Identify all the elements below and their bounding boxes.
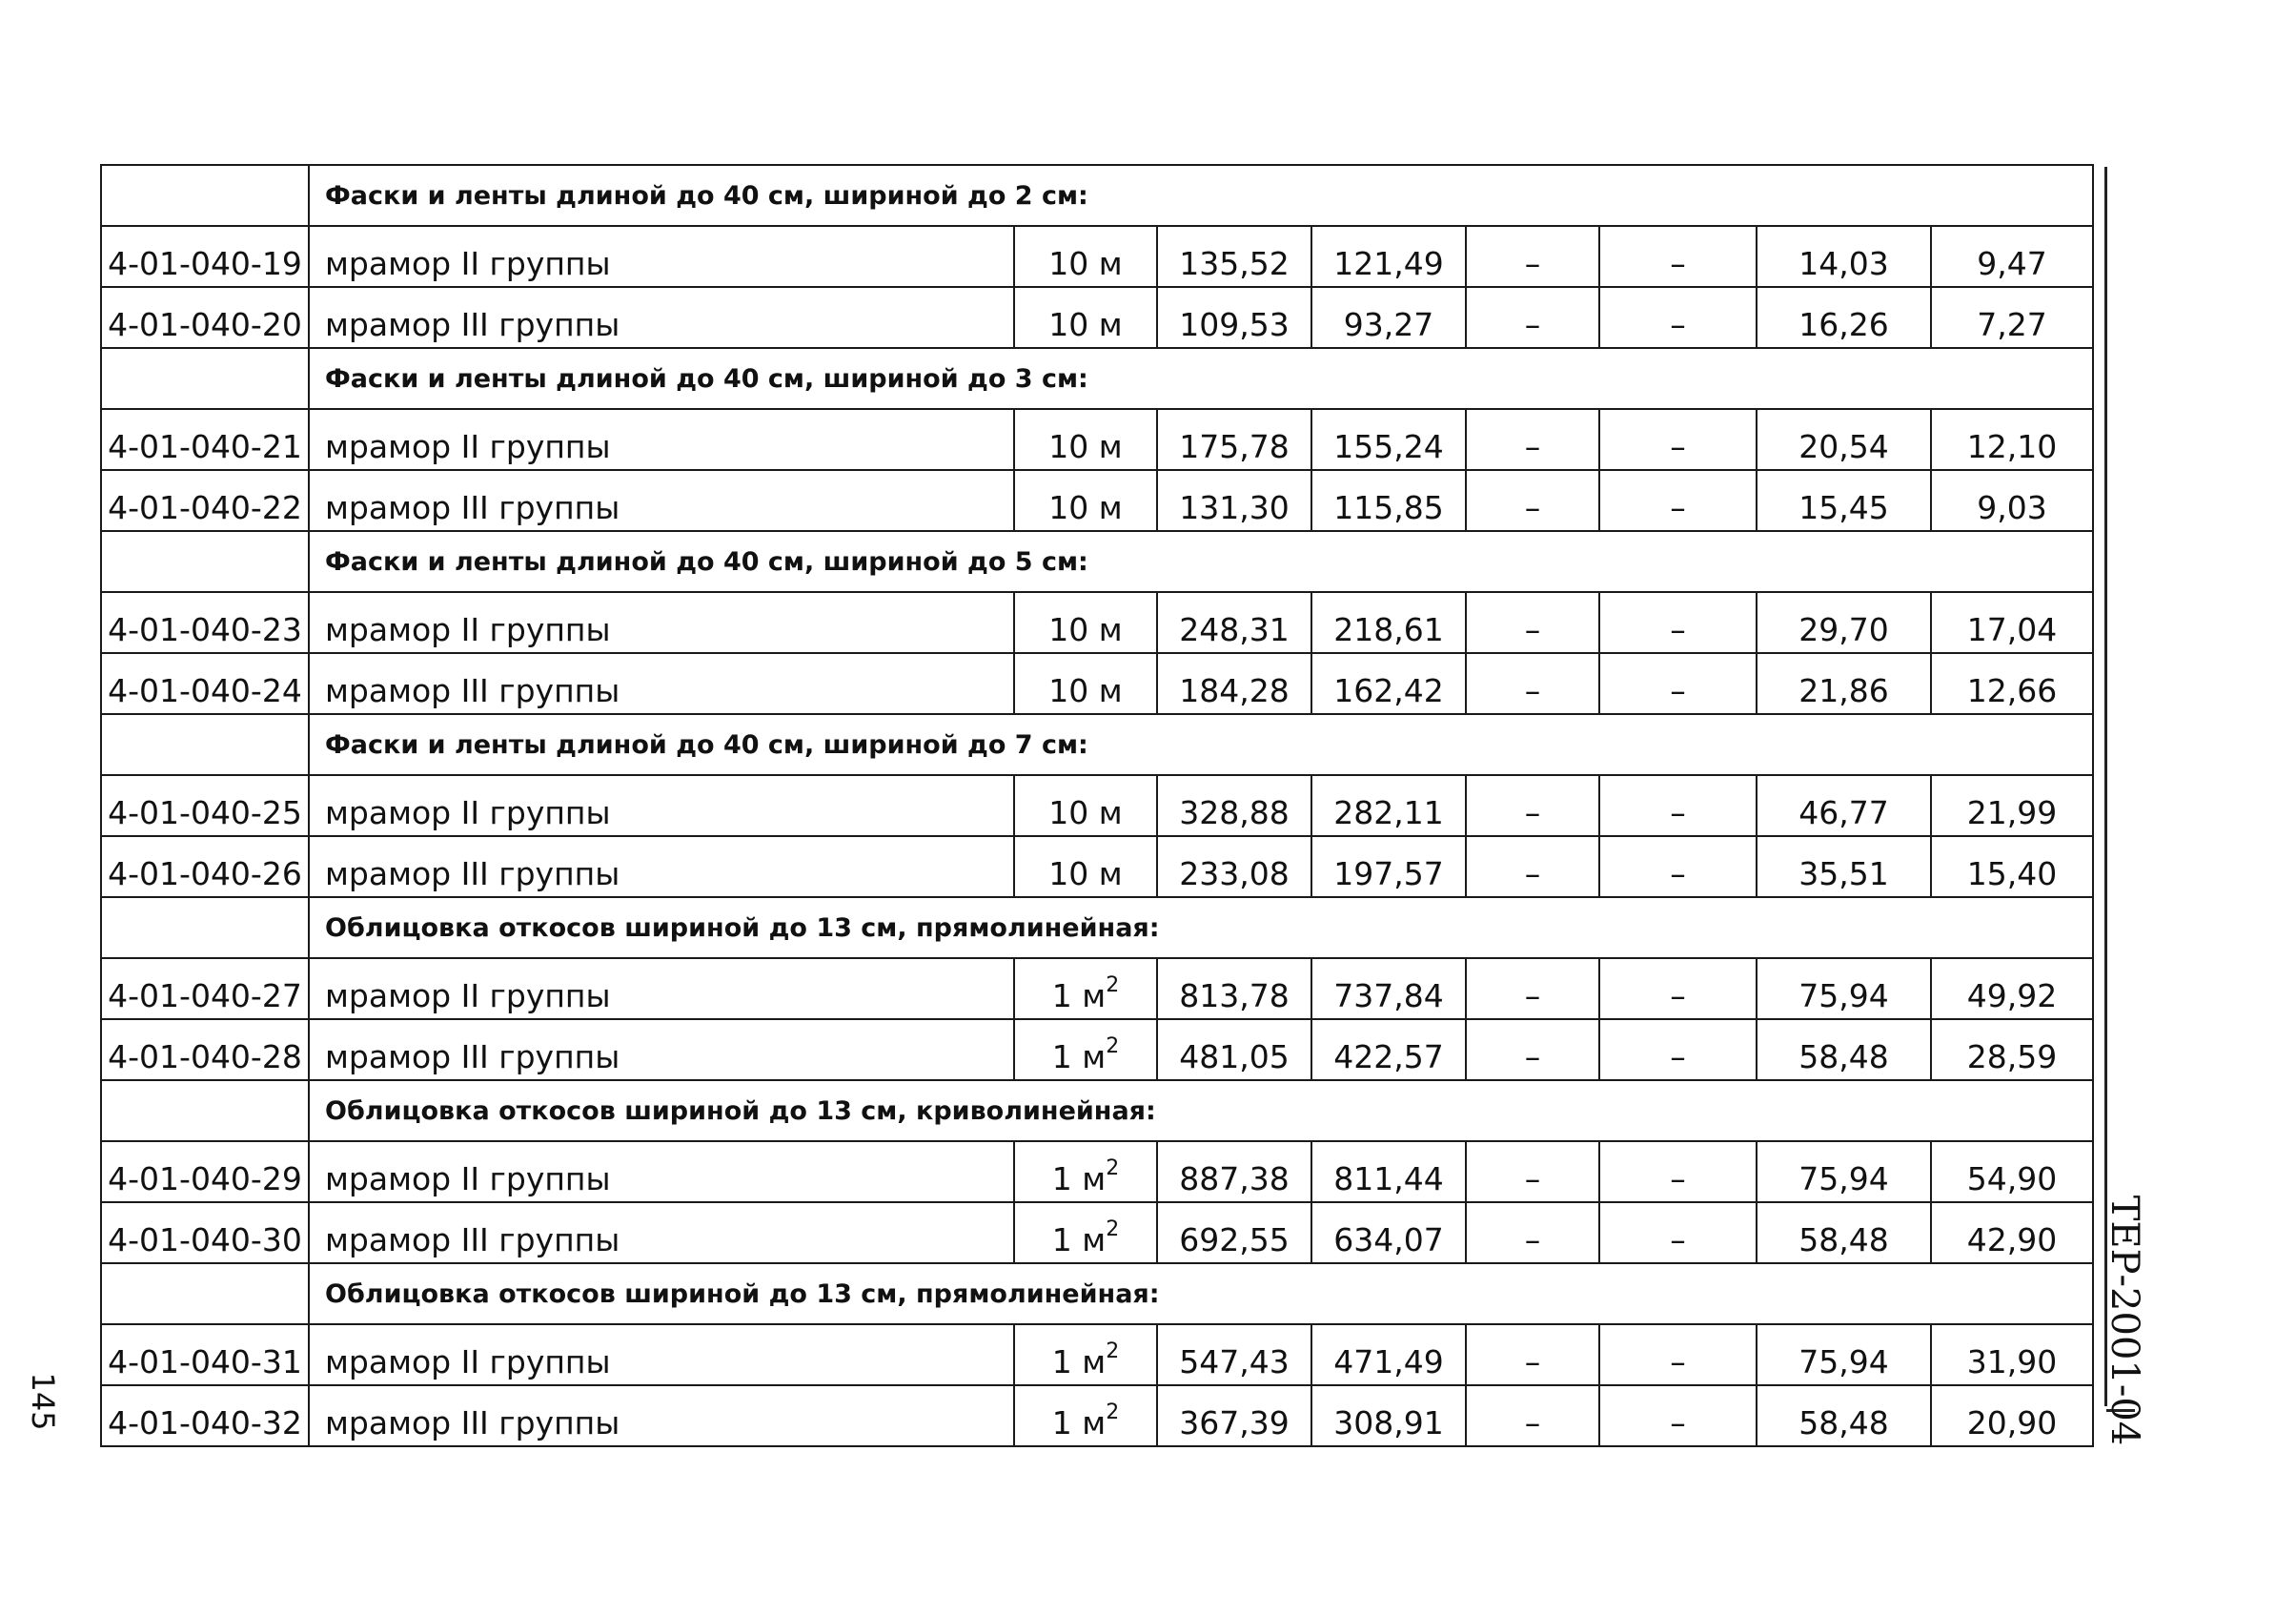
machine-labor-cost: – [1599,1385,1757,1446]
machine-cost: – [1466,1385,1599,1446]
labor-cost: 218,61 [1311,592,1466,653]
total-cost: 367,39 [1157,1385,1311,1446]
unit-cell [1014,592,1157,653]
labor-hours: 12,10 [1931,409,2093,470]
group-header-row [101,348,2093,409]
materials-cost: 58,48 [1757,1385,1931,1446]
materials-cost: 16,26 [1757,287,1931,348]
machine-cost: – [1466,592,1599,653]
total-cost: 692,55 [1157,1202,1311,1263]
group-title: Фаски и ленты длиной до 40 см, шириной до 7 см: [309,714,2093,775]
machine-labor-cost: – [1599,1019,1757,1080]
table-row [101,1385,2093,1446]
total-cost: 233,08 [1157,836,1311,897]
total-cost: 328,88 [1157,775,1311,836]
unit-cell [1014,958,1157,1019]
rate-code: 4-01-040-22 [101,470,309,531]
work-name: мрамор II группы [309,1324,1014,1385]
work-name: мрамор II группы [309,592,1014,653]
work-name: мрамор II группы [309,226,1014,287]
labor-hours: 15,40 [1931,836,2093,897]
rate-code: 4-01-040-23 [101,592,309,653]
unit-text: 10 м [1048,245,1123,282]
group-header-row [101,714,2093,775]
work-name: мрамор III группы [309,836,1014,897]
machine-cost: – [1466,226,1599,287]
labor-cost: 634,07 [1311,1202,1466,1263]
labor-hours: 49,92 [1931,958,2093,1019]
group-header-row [101,531,2093,592]
group-header-row [101,897,2093,958]
labor-hours: 9,47 [1931,226,2093,287]
table-row [101,592,2093,653]
labor-cost: 282,11 [1311,775,1466,836]
total-cost: 813,78 [1157,958,1311,1019]
total-cost: 109,53 [1157,287,1311,348]
unit-text: 10 м [1048,855,1123,892]
group-title: Фаски и ленты длиной до 40 см, шириной до 2 см: [309,165,2093,226]
labor-cost: 308,91 [1311,1385,1466,1446]
group-title: Фаски и ленты длиной до 40 см, шириной до 5 см: [309,531,2093,592]
machine-labor-cost: – [1599,1202,1757,1263]
total-cost: 481,05 [1157,1019,1311,1080]
machine-labor-cost: – [1599,409,1757,470]
work-name: мрамор II группы [309,409,1014,470]
unit-cell [1014,1202,1157,1263]
unit-exponent: 2 [1106,1217,1120,1241]
machine-labor-cost: – [1599,775,1757,836]
machine-labor-cost: – [1599,958,1757,1019]
materials-cost: 75,94 [1757,958,1931,1019]
machine-cost: – [1466,1202,1599,1263]
labor-cost: 162,42 [1311,653,1466,714]
table-row [101,775,2093,836]
rates-table [100,164,2094,1447]
machine-labor-cost: – [1599,470,1757,531]
unit-text: 10 м [1048,306,1123,343]
total-cost: 175,78 [1157,409,1311,470]
group-code-cell [101,897,309,958]
machine-cost: – [1466,409,1599,470]
unit-text: 1 м [1051,1160,1107,1197]
materials-cost: 35,51 [1757,836,1931,897]
unit-text: 1 м [1051,1343,1107,1380]
document-code-label [2102,1195,2147,1446]
work-name: мрамор III группы [309,470,1014,531]
total-cost: 887,38 [1157,1141,1311,1202]
unit-text: 1 м [1051,1038,1107,1075]
materials-cost: 75,94 [1757,1141,1931,1202]
group-code-cell [101,714,309,775]
table-row [101,958,2093,1019]
materials-cost: 46,77 [1757,775,1931,836]
materials-cost: 58,48 [1757,1202,1931,1263]
table-row [101,470,2093,531]
group-code-cell [101,348,309,409]
machine-cost: – [1466,775,1599,836]
unit-cell [1014,1019,1157,1080]
rate-code: 4-01-040-31 [101,1324,309,1385]
machine-cost: – [1466,958,1599,1019]
rate-code: 4-01-040-25 [101,775,309,836]
total-cost: 131,30 [1157,470,1311,531]
labor-cost: 121,49 [1311,226,1466,287]
labor-cost: 737,84 [1311,958,1466,1019]
rate-code: 4-01-040-29 [101,1141,309,1202]
group-title: Фаски и ленты длиной до 40 см, шириной до 3 см: [309,348,2093,409]
group-code-cell [101,165,309,226]
labor-cost: 197,57 [1311,836,1466,897]
rate-code: 4-01-040-19 [101,226,309,287]
labor-hours: 21,99 [1931,775,2093,836]
machine-labor-cost: – [1599,1141,1757,1202]
rate-code: 4-01-040-26 [101,836,309,897]
unit-cell [1014,1324,1157,1385]
unit-cell [1014,226,1157,287]
labor-hours: 9,03 [1931,470,2093,531]
table-row [101,653,2093,714]
machine-cost: – [1466,836,1599,897]
unit-cell [1014,653,1157,714]
labor-hours: 17,04 [1931,592,2093,653]
work-name: мрамор II группы [309,958,1014,1019]
unit-exponent: 2 [1106,973,1120,997]
unit-cell [1014,1385,1157,1446]
labor-hours: 28,59 [1931,1019,2093,1080]
group-title: Облицовка откосов шириной до 13 см, прямолинейная: [309,897,2093,958]
unit-cell [1014,470,1157,531]
machine-cost: – [1466,1324,1599,1385]
machine-labor-cost: – [1599,836,1757,897]
labor-cost: 422,57 [1311,1019,1466,1080]
work-name: мрамор III группы [309,653,1014,714]
group-code-cell [101,1080,309,1141]
rate-code: 4-01-040-32 [101,1385,309,1446]
unit-cell [1014,836,1157,897]
rate-code: 4-01-040-27 [101,958,309,1019]
table-row [101,1019,2093,1080]
work-name: мрамор II группы [309,1141,1014,1202]
group-title: Облицовка откосов шириной до 13 см, прямолинейная: [309,1263,2093,1324]
machine-labor-cost: – [1599,287,1757,348]
machine-labor-cost: – [1599,1324,1757,1385]
materials-cost: 29,70 [1757,592,1931,653]
labor-hours: 54,90 [1931,1141,2093,1202]
labor-cost: 93,27 [1311,287,1466,348]
group-code-cell [101,531,309,592]
unit-exponent: 2 [1106,1156,1120,1180]
rate-code: 4-01-040-20 [101,287,309,348]
unit-text: 1 м [1051,1221,1107,1258]
labor-hours: 12,66 [1931,653,2093,714]
table-row [101,287,2093,348]
labor-cost: 471,49 [1311,1324,1466,1385]
table-row [101,409,2093,470]
work-name: мрамор III группы [309,1385,1014,1446]
unit-text: 10 м [1048,794,1123,831]
table-row [101,1324,2093,1385]
labor-hours: 7,27 [1931,287,2093,348]
table-row [101,1202,2093,1263]
page-number [19,1373,67,1430]
machine-cost: – [1466,653,1599,714]
labor-hours: 31,90 [1931,1324,2093,1385]
table-row [101,836,2093,897]
unit-cell [1014,287,1157,348]
machine-labor-cost: – [1599,226,1757,287]
materials-cost: 21,86 [1757,653,1931,714]
unit-text: 10 м [1048,611,1123,648]
work-name: мрамор II группы [309,775,1014,836]
labor-hours: 20,90 [1931,1385,2093,1446]
total-cost: 547,43 [1157,1324,1311,1385]
rate-code: 4-01-040-21 [101,409,309,470]
unit-cell [1014,775,1157,836]
machine-cost: – [1466,287,1599,348]
table-row [101,226,2093,287]
materials-cost: 15,45 [1757,470,1931,531]
group-header-row [101,1080,2093,1141]
materials-cost: 58,48 [1757,1019,1931,1080]
unit-text: 10 м [1048,428,1123,465]
materials-cost: 14,03 [1757,226,1931,287]
unit-exponent: 2 [1106,1034,1120,1058]
labor-cost: 115,85 [1311,470,1466,531]
document-code-text: ТЕР-2001-04 [2103,1195,2146,1446]
unit-cell [1014,409,1157,470]
labor-cost: 155,24 [1311,409,1466,470]
total-cost: 135,52 [1157,226,1311,287]
rate-code: 4-01-040-28 [101,1019,309,1080]
materials-cost: 20,54 [1757,409,1931,470]
table-row [101,1141,2093,1202]
unit-text: 10 м [1048,489,1123,526]
total-cost: 248,31 [1157,592,1311,653]
unit-exponent: 2 [1106,1339,1120,1363]
group-header-row [101,165,2093,226]
unit-cell [1014,1141,1157,1202]
group-code-cell [101,1263,309,1324]
page-number-text: 145 [25,1372,61,1431]
unit-text: 1 м [1051,1404,1107,1441]
work-name: мрамор III группы [309,1202,1014,1263]
labor-hours: 42,90 [1931,1202,2093,1263]
group-header-row [101,1263,2093,1324]
group-title: Облицовка откосов шириной до 13 см, криволинейная: [309,1080,2093,1141]
total-cost: 184,28 [1157,653,1311,714]
work-name: мрамор III группы [309,1019,1014,1080]
rate-code: 4-01-040-24 [101,653,309,714]
rate-code: 4-01-040-30 [101,1202,309,1263]
machine-cost: – [1466,470,1599,531]
work-name: мрамор III группы [309,287,1014,348]
machine-cost: – [1466,1141,1599,1202]
unit-exponent: 2 [1106,1400,1120,1424]
unit-text: 1 м [1051,977,1107,1014]
machine-labor-cost: – [1599,592,1757,653]
materials-cost: 75,94 [1757,1324,1931,1385]
machine-labor-cost: – [1599,653,1757,714]
machine-cost: – [1466,1019,1599,1080]
unit-text: 10 м [1048,672,1123,709]
labor-cost: 811,44 [1311,1141,1466,1202]
table-body [101,165,2093,1446]
